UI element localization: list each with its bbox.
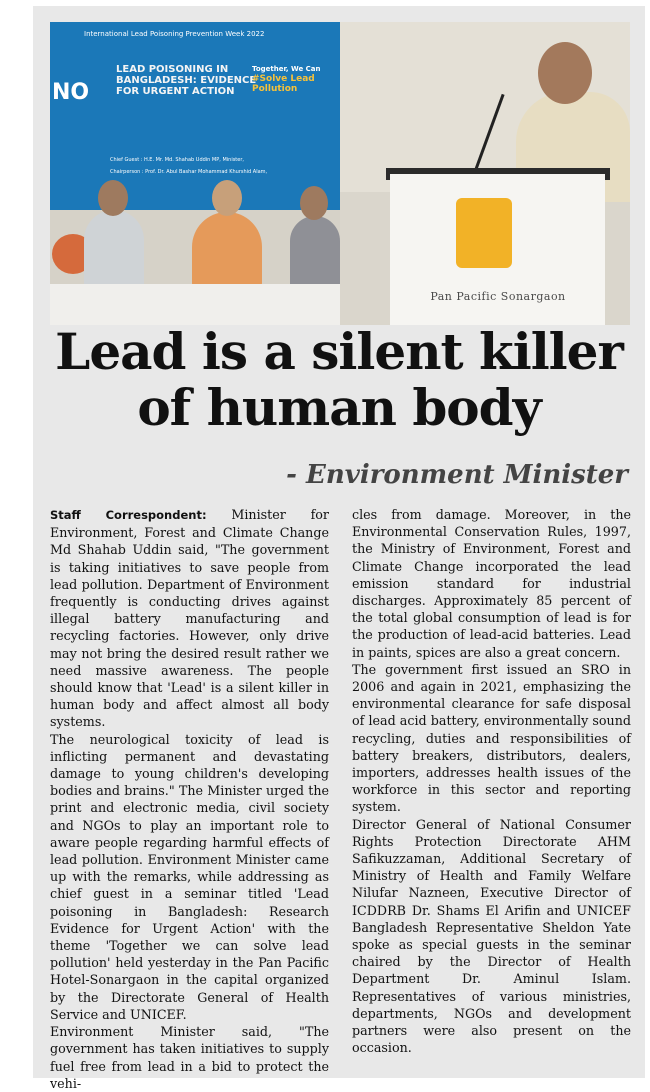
- banner-guest-list: [110, 154, 267, 178]
- banner-logo-text: NO: [52, 80, 90, 105]
- paragraph: cles from damage. Moreover, in the Environmental Conservation Rules, 1997, the Ministry of Environment, Forest and Climate Change incorporated the lead emission standard for industrial discharges. Approximately 85 percent of the total global consumption of lead is for the production of lead-acid batteries. Lead in paints, spices are also a great concern.: [352, 507, 631, 660]
- paragraph: The government first issued an SRO in 2006 and again in 2021, emphasizing the environmental clearance for safe disposal of lead acid battery, environmentally sound recycling, duties and responsibilities of battery breakers, distributors, dealers, importers, addresses health issues of the workforce in this sector and reporting system.: [352, 661, 631, 815]
- newspaper-clipping: [33, 6, 645, 1091]
- banner-title: LEAD POISONING IN BANGLADESH: EVIDENCE FOR URGENT ACTION: [116, 64, 257, 97]
- photo-panel-speaker: [340, 22, 630, 325]
- headline-line-2: of human body: [137, 378, 541, 437]
- event-banner: [50, 22, 340, 210]
- banner-chairperson: Chairperson : Prof. Dr. Abul Bashar Mohammad Khurshid Alam,: [110, 169, 268, 175]
- guest-figure-2: [192, 212, 262, 290]
- article-column-left: [50, 506, 329, 1092]
- correspondent-label: Staff Correspondent:: [50, 508, 207, 522]
- photo-panel-audience: [50, 22, 340, 325]
- banner-event-name: International Lead Poisoning Prevention Week 2022: [84, 30, 265, 38]
- guest-head-1: [98, 180, 128, 216]
- guest-figure-1: [84, 210, 144, 290]
- paragraph: Environment Minister said, "The government has taken initiatives to supply fuel free from lead in a bid to protect the vehi-: [50, 1024, 329, 1091]
- paragraph: Director General of National Consumer Rights Protection Directorate AHM Safikuzzaman, Additional Secretary of Ministry of Health and Family Welfare Nilufar Nazneen, Executive Director of ICDDRB Dr. Shams El Arifin and UNICEF Bangladesh Representative Sheldon Yate spoke as special guests in the seminar chaired by the Director of Health Department Dr. Aminul Islam. Representatives of various ministries, departments, NGOs and development partners were also present on the occasion.: [352, 816, 631, 1056]
- paragraph: The neurological toxicity of lead is inflicting permanent and devastating damage to young children's developing bodies and brains." The Minister urged the print and electronic media, civil society and NGOs to play an important role to aware people regarding harmful effects of lead pollution. Environment Minister came up with the remarks, while addressing as chief guest in a seminar titled 'Lead poisoning in Bangladesh: Research Evidence for Urgent Action' with the theme 'Together we can solve lead pollution' held yesterday in the Pan Pacific Hotel-Sonargaon in the capital organized by the Directorate General of Health Service and UNICEF.: [50, 731, 329, 1022]
- article-byline: - Environment Minister: [286, 460, 628, 490]
- paragraph: [50, 506, 329, 731]
- article-column-right: [352, 506, 631, 1057]
- hotel-logo: [456, 198, 512, 268]
- banner-chief-guest: Chief Guest : H.E. Mr. Md. Shahab Uddin MP, Minister,: [110, 157, 244, 163]
- article-headline: [33, 324, 645, 436]
- paragraph-text: Minister for Environment, Forest and Climate Change Md Shahab Uddin said, "The government is taking initiatives to save people from lead pollution. Department of Environment frequently is conducting drives against illegal battery manufacturing and recycling factories. However, only drive may not bring the desired result rather we need massive awareness. The people should know that 'Lead' is a silent killer in human body and affect almost all body systems.: [50, 507, 329, 730]
- banner-slogan-hashtag: #Solve Lead Pollution: [252, 74, 315, 94]
- headline-line-1: Lead is a silent killer: [55, 322, 623, 381]
- guest-head-2: [212, 180, 242, 216]
- head-table: [50, 284, 340, 325]
- speaker-head: [538, 42, 592, 104]
- guest-head-3: [300, 186, 328, 220]
- banner-slogan: [252, 64, 336, 94]
- podium-hotel-name: Pan Pacific Sonargaon: [430, 290, 566, 303]
- event-photo: [50, 22, 630, 325]
- banner-slogan-pre: Together, We Can: [252, 65, 321, 73]
- guest-figure-3: [290, 216, 340, 290]
